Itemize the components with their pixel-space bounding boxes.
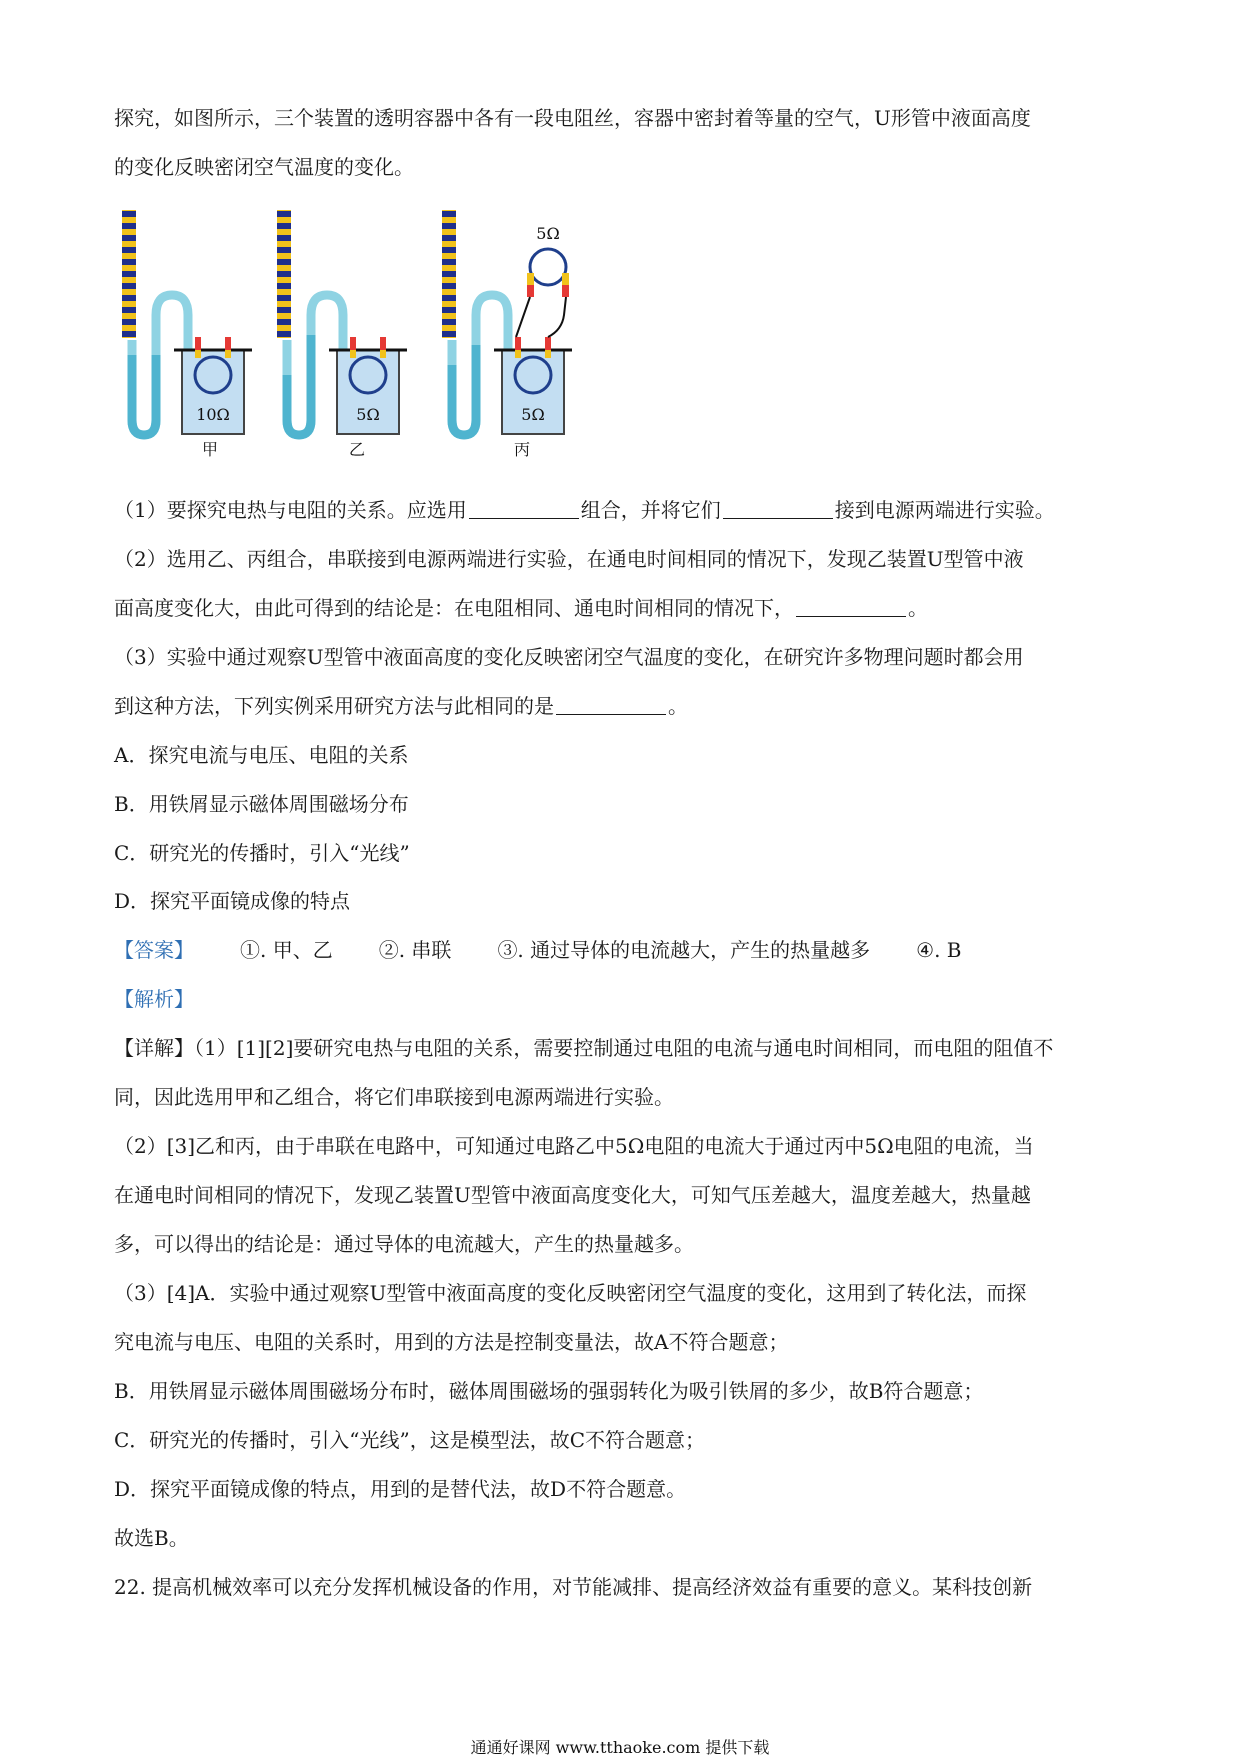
answer-item-1: ①. 甲、乙: [240, 938, 333, 962]
device-yi: [277, 210, 407, 459]
analysis-line-7: 究电流与电压、电阻的关系时，用到的方法是控制变量法，故A不符合题意；: [114, 1330, 789, 1354]
question-2-line-1: （2）选用乙、丙组合，串联接到电源两端进行实验，在通电时间相同的情况下，发现乙装置U型管中液: [114, 547, 1024, 571]
option-b: B．用铁屑显示磁体周围磁场分布: [114, 792, 409, 816]
question-3-line-2: [114, 693, 688, 719]
scale-bar: [277, 210, 291, 338]
device-label: 甲: [201, 440, 219, 459]
analysis-tag: 【解析】: [114, 987, 194, 1011]
resistor-value: 5Ω: [521, 405, 545, 424]
question-1: [114, 497, 1055, 523]
option-a: A．探究电流与电压、电阻的关系: [114, 743, 409, 767]
q1-text-b: 组合，并将它们: [580, 498, 721, 522]
footer: 通通好课网 www.tthaoke.com 提供下载: [470, 1738, 770, 1757]
external-resistor-value: 5Ω: [536, 224, 560, 243]
answer-row: [114, 937, 962, 963]
device-jia: [122, 210, 252, 459]
analysis-line-2: 同，因此选用甲和乙组合，将它们串联接到电源两端进行实验。: [114, 1085, 674, 1109]
device-label: 丙: [513, 440, 531, 459]
option-c: C．研究光的传播时，引入“光线”: [114, 841, 410, 865]
device-bing: [442, 210, 572, 459]
analysis-line-1: [114, 1035, 1053, 1061]
experiment-figure: [112, 205, 612, 475]
q2-text-b: 。: [908, 596, 928, 620]
intro-line-1: 探究，如图所示，三个装置的透明容器中各有一段电阻丝，容器中密封着等量的空气，U形管中液面高度: [114, 106, 1031, 130]
q1-text-a: （1）要探究电热与电阻的关系。应选用: [114, 498, 467, 522]
analysis-line-11: 故选B。: [114, 1526, 189, 1550]
analysis-line-8: B．用铁屑显示磁体周围磁场分布时，磁体周围磁场的强弱转化为吸引铁屑的多少，故B符合题意；: [114, 1379, 984, 1403]
answer-item-3: ③. 通过导体的电流越大，产生的热量越多: [497, 938, 871, 962]
q1-text-c: 接到电源两端进行实验。: [834, 498, 1055, 522]
device-label: 乙: [348, 440, 366, 459]
q1-blank-2[interactable]: [723, 498, 833, 519]
q3-text-b: 。: [668, 694, 688, 718]
q2-blank[interactable]: [796, 596, 906, 617]
answer-tag: 【答案】: [114, 938, 194, 962]
resistor-value: 10Ω: [196, 405, 230, 424]
analysis-text-1: （1）[1][2]要研究电热与电阻的关系，需要控制通过电阻的电流与通电时间相同，而电阻的阻值不: [194, 1036, 1054, 1060]
intro-line-2: 的变化反映密闭空气温度的变化。: [114, 155, 414, 179]
analysis-line-3: （2）[3]乙和丙，由于串联在电路中，可知通过电路乙中5Ω电阻的电流大于通过丙中5Ω电阻的电流，当: [114, 1134, 1034, 1158]
question-3-line-1: （3）实验中通过观察U型管中液面高度的变化反映密闭空气温度的变化，在研究许多物理问题时都会用: [114, 645, 1024, 669]
q3-text-a: 到这种方法，下列实例采用研究方法与此相同的是: [114, 694, 554, 718]
scale-bar: [442, 210, 456, 338]
answer-item-2: ②. 串联: [378, 938, 452, 962]
analysis-line-10: D．探究平面镜成像的特点，用到的是替代法，故D不符合题意。: [114, 1477, 687, 1501]
answer-item-4: ④. B: [916, 938, 962, 962]
analysis-line-5: 多，可以得出的结论是：通过导体的电流越大，产生的热量越多。: [114, 1232, 694, 1256]
external-resistor-coil: [530, 249, 566, 285]
question-2-line-2: [114, 595, 928, 621]
analysis-line-4: 在通电时间相同的情况下，发现乙装置U型管中液面高度变化大，可知气压差越大，温度差越大，热量越: [114, 1183, 1031, 1207]
option-d: D．探究平面镜成像的特点: [114, 889, 351, 913]
scale-bar: [122, 210, 136, 338]
resistor-value: 5Ω: [356, 405, 380, 424]
next-question: 22. 提高机械效率可以充分发挥机械设备的作用，对节能减排、提高经济效益有重要的意义。某科技创新: [114, 1575, 1033, 1599]
analysis-line-6: （3）[4]A．实验中通过观察U型管中液面高度的变化反映密闭空气温度的变化，这用到了转化法，而探: [114, 1281, 1027, 1305]
q1-blank-1[interactable]: [469, 498, 579, 519]
detail-tag: 【详解】: [114, 1036, 194, 1060]
q2-text-a: 面高度变化大，由此可得到的结论是：在电阻相同、通电时间相同的情况下，: [114, 596, 794, 620]
q3-blank[interactable]: [556, 694, 666, 715]
analysis-line-9: C．研究光的传播时，引入“光线”，这是模型法，故C不符合题意；: [114, 1428, 706, 1452]
